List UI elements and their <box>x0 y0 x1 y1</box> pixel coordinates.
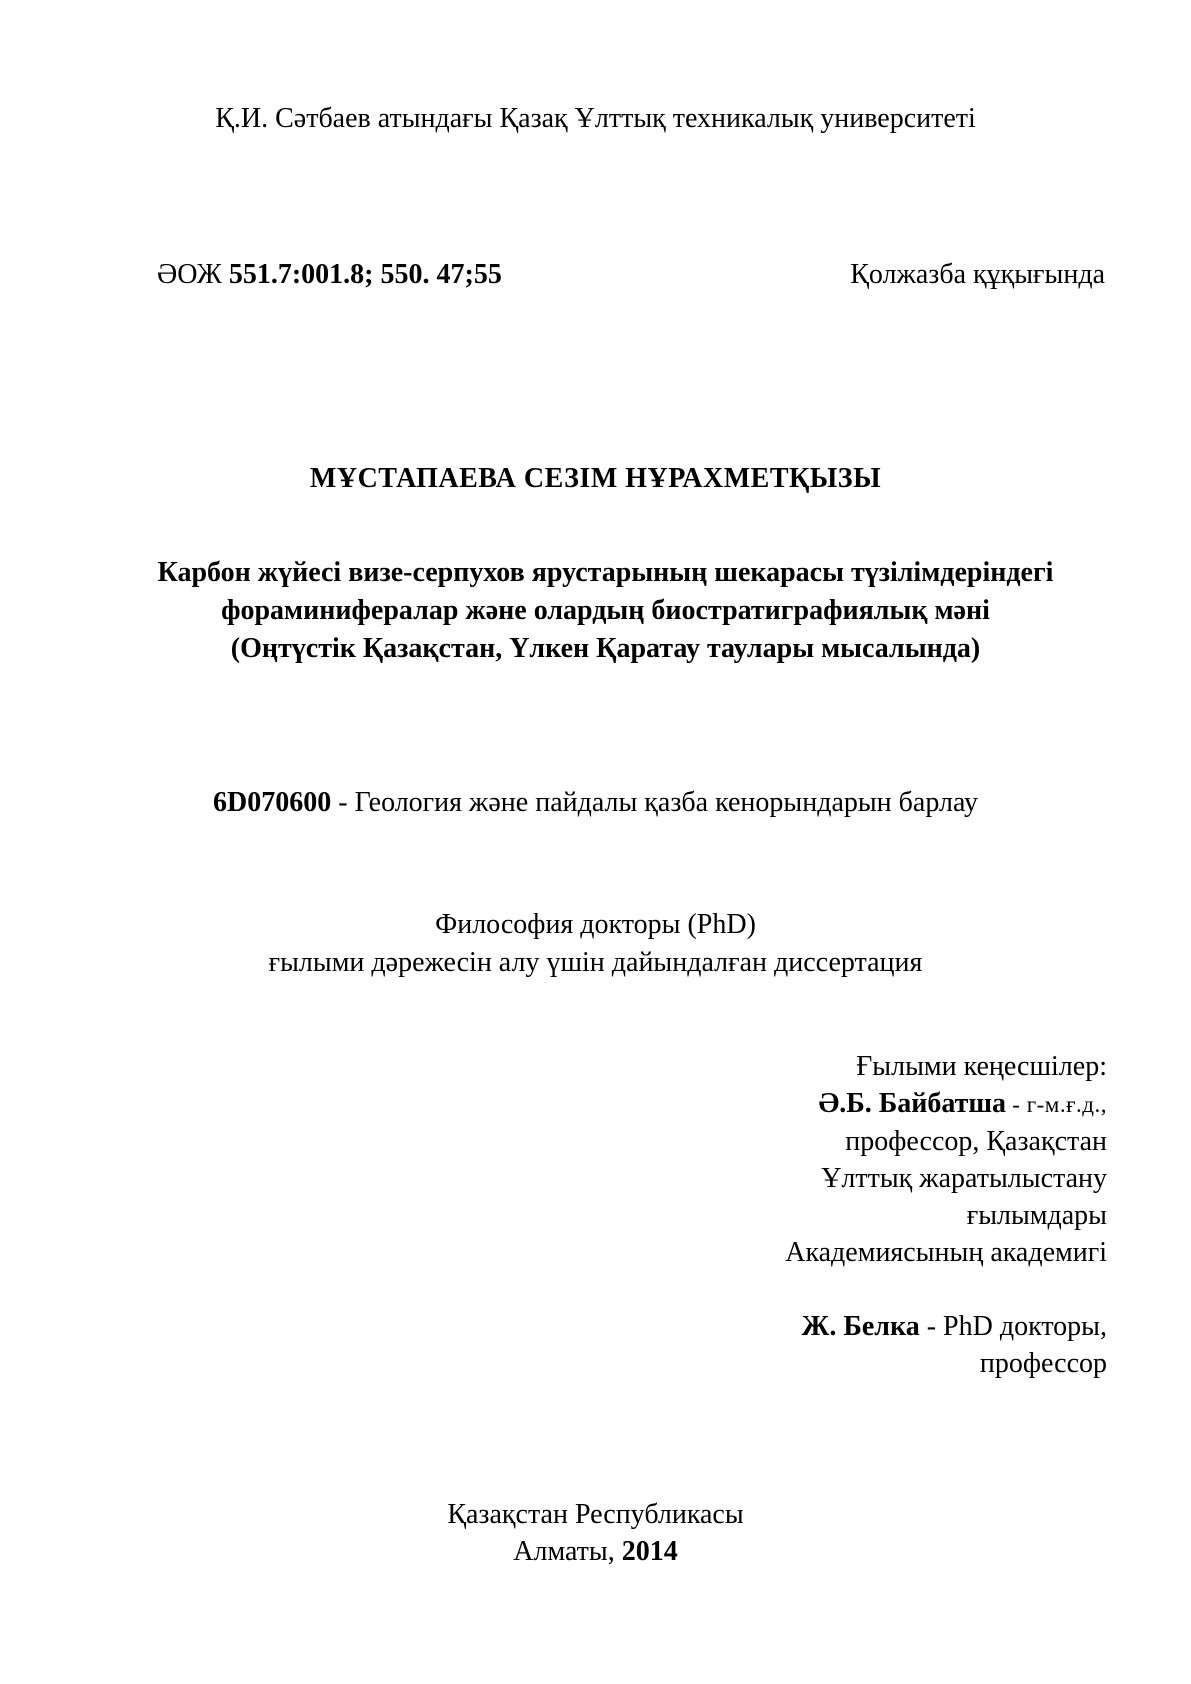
advisor-detail-line: Ұлттық жаратылыстану <box>821 1163 1107 1194</box>
manuscript-note: Қолжазба құқығында <box>850 259 1105 290</box>
advisor-detail-line: ғылымдары <box>966 1200 1107 1231</box>
advisor-detail-line: Академиясының академигі <box>785 1237 1107 1268</box>
advisors-heading: Ғылыми кеңесшілер: <box>856 1051 1107 1082</box>
degree-line: ғылыми дәрежесін алу үшін дайындалған диссертация <box>268 947 923 978</box>
footer-city: Алматы, <box>513 1536 622 1567</box>
udc-label: ӘОЖ <box>157 259 229 290</box>
title-line: Карбон жүйесі визе-серпухов ярустарының шекарасы түзілімдеріндегі <box>157 557 1054 588</box>
advisor-name-line <box>420 1085 1107 1123</box>
advisor-first-name: Ә.Б. Байбатша <box>818 1088 1007 1119</box>
advisor-detail-line: профессор, Қазақстан <box>845 1126 1107 1157</box>
advisor-second-degree: - PhD докторы, <box>919 1311 1107 1342</box>
advisor-second <box>420 1308 1107 1382</box>
university-name: Қ.И. Сәтбаев атындағы Қазақ Ұлттық техникалық университеті <box>215 103 976 134</box>
dissertation-title <box>110 554 1101 668</box>
advisor-second-name: Ж. Белка <box>801 1311 920 1342</box>
footer-city-year <box>60 1533 1131 1570</box>
udc-code <box>157 256 502 293</box>
specialty-code: 6D070600 <box>213 787 332 818</box>
advisors-block <box>420 1048 1107 1382</box>
udc-number: 551.7:001.8; 550. 47;55 <box>228 259 502 290</box>
degree-line: Философия докторы (PhD) <box>435 909 756 940</box>
title-line: (Оңтүстік Қазақстан, Үлкен Қаратау таулары мысалында) <box>230 633 981 664</box>
footer-country: Қазақстан Республикасы <box>447 1499 744 1530</box>
advisor-name-line <box>420 1308 1107 1345</box>
advisor-detail-line: профессор <box>979 1348 1107 1379</box>
footer-year: 2014 <box>621 1536 678 1567</box>
title-line: фораминифералар және олардың биостратиграфиялық мәні <box>221 595 990 626</box>
author-name: МҰСТАПАЕВА СЕЗІМ НҰРАХМЕТҚЫЗЫ <box>309 463 882 494</box>
specialty-line <box>60 784 1131 821</box>
footer-block <box>60 1496 1131 1570</box>
specialty-name: - Геология және пайдалы қазба кенорындарын барлау <box>331 787 978 818</box>
udc-row <box>157 256 1105 293</box>
degree-statement <box>60 906 1131 982</box>
advisor-first-degree: - г-м.ғ.д., <box>1006 1092 1107 1117</box>
advisor-first <box>420 1085 1107 1271</box>
